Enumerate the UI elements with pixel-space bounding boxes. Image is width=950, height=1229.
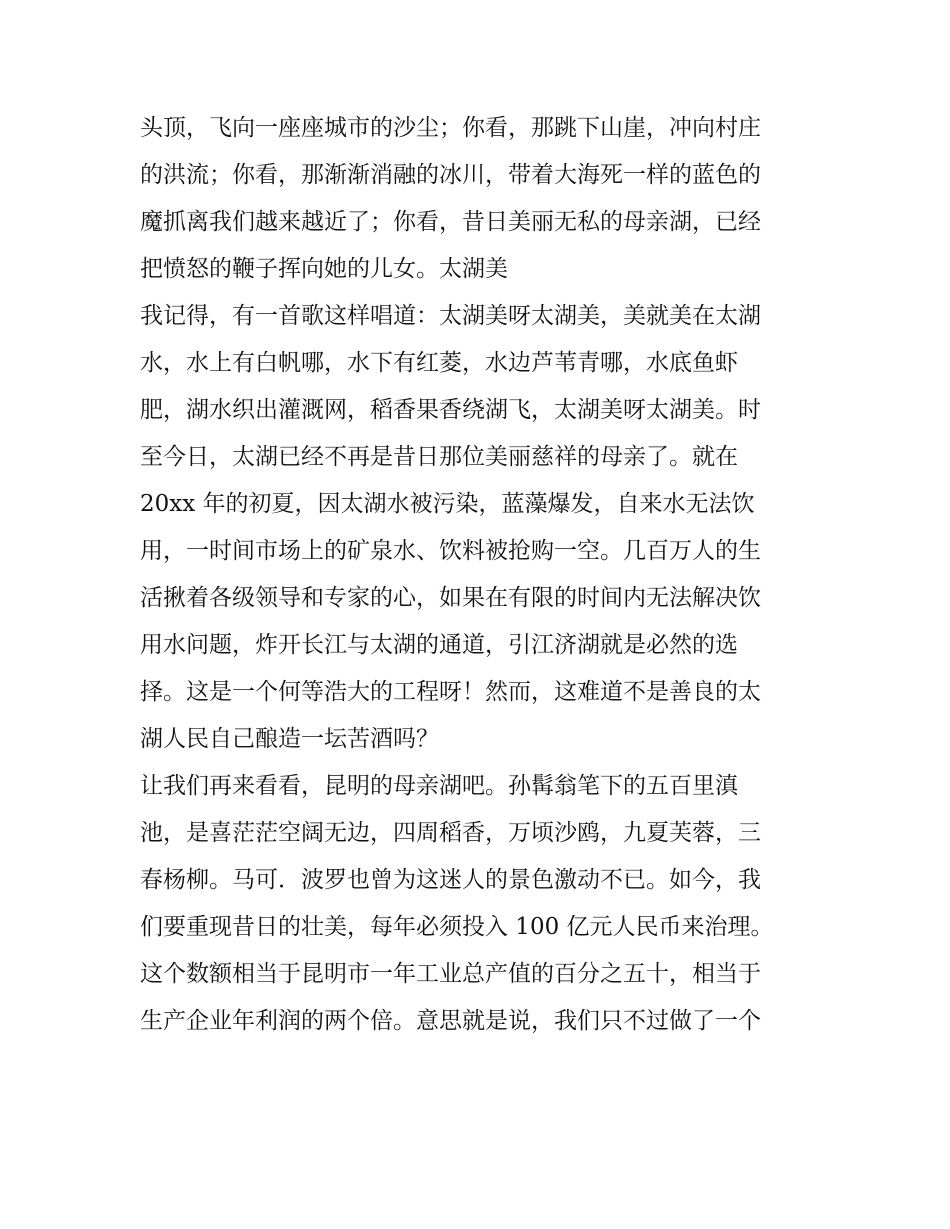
text-line: 魔抓离我们越来越近了；你看，昔日美丽无私的母亲湖，已经: [140, 209, 761, 235]
body-text: [140, 105, 820, 1045]
text-line: 20xx 年的初夏，因太湖水被污染，蓝藻爆发，自来水无法饮: [140, 491, 755, 517]
text-line: 择。这是一个何等浩大的工程呀！然而，这难道不是善良的太: [140, 679, 761, 705]
text-line: 把愤怒的鞭子挥向她的儿女。太湖美: [140, 256, 508, 282]
text-line: 让我们再来看看，昆明的母亲湖吧。孙髯翁笔下的五百里滇: [140, 773, 738, 799]
text-line: 生产企业年利润的两个倍。意思就是说，我们只不过做了一个: [140, 1008, 761, 1034]
text-line: 水，水上有白帆哪，水下有红菱，水边芦苇青哪，水底鱼虾: [140, 350, 738, 376]
text-line: 春杨柳。马可．波罗也曾为这迷人的景色激动不已。如今，我: [140, 867, 761, 893]
text-line: 肥，湖水织出灌溉网，稻香果香绕湖飞，太湖美呀太湖美。时: [140, 397, 761, 423]
text-line: 至今日，太湖已经不再是昔日那位美丽慈祥的母亲了。就在: [140, 444, 738, 470]
text-line: 池，是喜茫茫空阔无边，四周稻香，万顷沙鸥，九夏芙蓉，三: [140, 820, 761, 846]
text-line: 的洪流；你看，那渐渐消融的冰川，带着大海死一样的蓝色的: [140, 162, 761, 188]
text-line: 头顶，飞向一座座城市的沙尘；你看，那跳下山崖，冲向村庄: [140, 115, 761, 141]
text-line: 活揪着各级领导和专家的心，如果在有限的时间内无法解决饮: [140, 585, 761, 611]
text-line: 我记得，有一首歌这样唱道：太湖美呀太湖美，美就美在太湖: [140, 303, 761, 329]
text-line: 们要重现昔日的壮美，每年必须投入 100 亿元人民币来治理。: [140, 914, 774, 940]
text-line: 这个数额相当于昆明市一年工业总产值的百分之五十，相当于: [140, 961, 761, 987]
text-line: 用水问题，炸开长江与太湖的通道，引江济湖就是必然的选: [140, 632, 738, 658]
text-line: 湖人民自己酿造一坛苦酒吗？: [140, 726, 439, 752]
text-line: 用，一时间市场上的矿泉水、饮料被抢购一空。几百万人的生: [140, 538, 761, 564]
